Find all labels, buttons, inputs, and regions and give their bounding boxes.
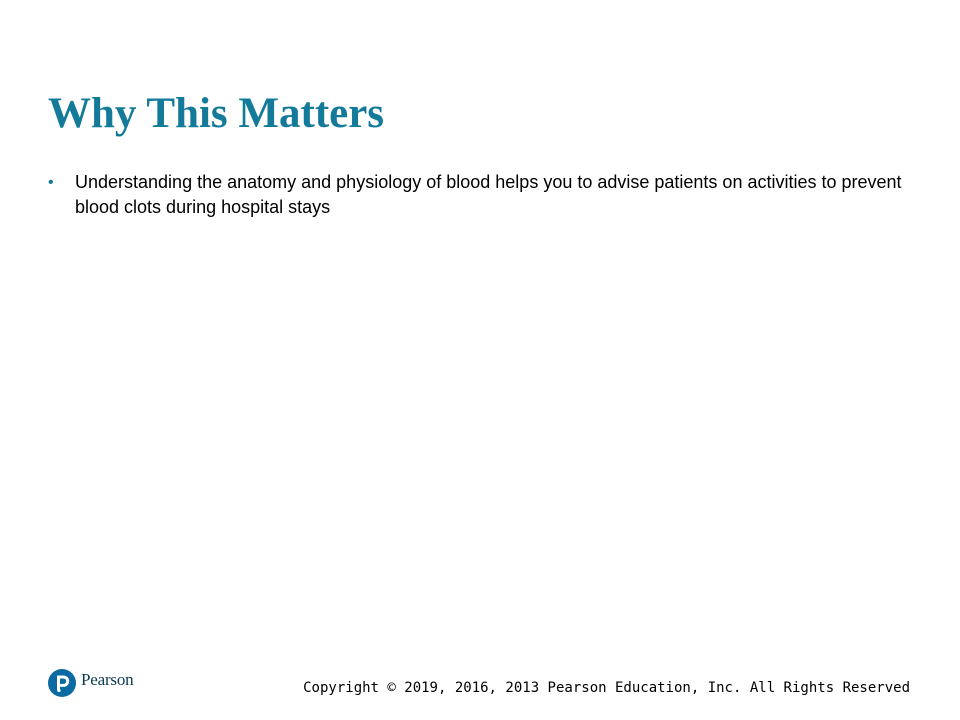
pearson-logo (48, 669, 133, 697)
bullet-list (48, 170, 908, 220)
copyright-notice: Copyright © 2019, 2016, 2013 Pearson Education, Inc. All Rights Reserved (303, 680, 910, 696)
slide-title: Why This Matters (48, 90, 385, 137)
bullet-text: Understanding the anatomy and physiology of blood helps you to advise patients on activities to prevent blood clots during hospital stays (75, 172, 902, 217)
bullet-marker: • (48, 174, 54, 191)
logo-wordmark: Pearson (81, 670, 134, 689)
pearson-logo-icon (48, 669, 76, 697)
bullet-item (48, 170, 908, 220)
